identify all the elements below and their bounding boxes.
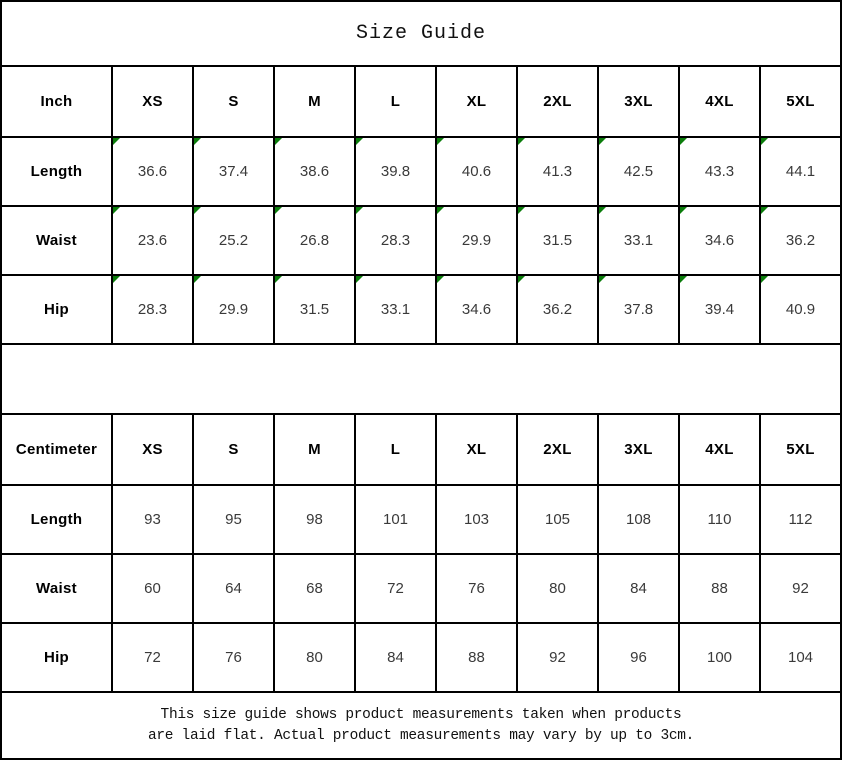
flag-icon — [113, 138, 120, 145]
size-header: M — [274, 414, 355, 485]
table-row — [1, 554, 841, 623]
page-title: Size Guide — [355, 22, 487, 45]
size-cell: 80 — [517, 554, 598, 623]
flag-icon — [437, 207, 444, 214]
size-cell: 84 — [598, 554, 679, 623]
size-cell: 84 — [355, 623, 436, 692]
size-cell: 23.6 — [112, 206, 193, 275]
size-cell: 105 — [517, 485, 598, 554]
size-cell: 31.5 — [517, 206, 598, 275]
flag-icon — [194, 207, 201, 214]
size-cell: 36.6 — [112, 137, 193, 206]
unit-header: Inch — [1, 66, 112, 137]
size-cell: 103 — [436, 485, 517, 554]
flag-icon — [113, 276, 120, 283]
size-cell: 104 — [760, 623, 841, 692]
table-row — [1, 137, 841, 206]
size-header: 3XL — [598, 414, 679, 485]
table-row — [1, 623, 841, 692]
size-cell: 34.6 — [436, 275, 517, 344]
size-cell: 28.3 — [112, 275, 193, 344]
flag-icon — [275, 276, 282, 283]
size-cell: 40.9 — [760, 275, 841, 344]
footer-note-line1: This size guide shows product measurements taken when products — [160, 706, 682, 723]
flag-icon — [194, 138, 201, 145]
table-row — [1, 206, 841, 275]
footer-note — [0, 693, 842, 760]
size-cell: 80 — [274, 623, 355, 692]
size-cell: 25.2 — [193, 206, 274, 275]
size-cell: 93 — [112, 485, 193, 554]
size-header: XS — [112, 66, 193, 137]
size-header: XL — [436, 414, 517, 485]
size-cell: 26.8 — [274, 206, 355, 275]
size-cell: 95 — [193, 485, 274, 554]
size-header: 5XL — [760, 414, 841, 485]
size-header: 4XL — [679, 66, 760, 137]
flag-icon — [680, 138, 687, 145]
size-cell: 36.2 — [760, 206, 841, 275]
row-label: Length — [1, 137, 112, 206]
size-cell: 92 — [760, 554, 841, 623]
size-header: 5XL — [760, 66, 841, 137]
size-cell: 76 — [193, 623, 274, 692]
size-cell: 72 — [355, 554, 436, 623]
size-cell: 108 — [598, 485, 679, 554]
size-cell: 110 — [679, 485, 760, 554]
flag-icon — [356, 138, 363, 145]
row-label: Hip — [1, 623, 112, 692]
size-cell: 100 — [679, 623, 760, 692]
flag-icon — [275, 207, 282, 214]
flag-icon — [599, 276, 606, 283]
flag-icon — [680, 207, 687, 214]
size-cell: 42.5 — [598, 137, 679, 206]
size-cell: 39.4 — [679, 275, 760, 344]
flag-icon — [518, 138, 525, 145]
cm-header-row — [1, 414, 841, 485]
size-header: L — [355, 414, 436, 485]
size-cell: 41.3 — [517, 137, 598, 206]
size-cell: 37.8 — [598, 275, 679, 344]
size-header: L — [355, 66, 436, 137]
flag-icon — [599, 207, 606, 214]
size-cell: 64 — [193, 554, 274, 623]
row-label: Hip — [1, 275, 112, 344]
size-cell: 28.3 — [355, 206, 436, 275]
size-cell: 92 — [517, 623, 598, 692]
flag-icon — [761, 276, 768, 283]
unit-header: Centimeter — [1, 414, 112, 485]
size-cell: 33.1 — [355, 275, 436, 344]
flag-icon — [437, 138, 444, 145]
size-cell: 33.1 — [598, 206, 679, 275]
footer-note-line2: are laid flat. Actual product measurements may vary by up to 3cm. — [147, 727, 695, 744]
size-cell: 44.1 — [760, 137, 841, 206]
flag-icon — [761, 207, 768, 214]
size-header: XS — [112, 414, 193, 485]
size-cell: 112 — [760, 485, 841, 554]
size-header: 4XL — [679, 414, 760, 485]
size-header: 2XL — [517, 66, 598, 137]
size-cell: 68 — [274, 554, 355, 623]
size-cell: 60 — [112, 554, 193, 623]
flag-icon — [356, 207, 363, 214]
inch-size-table — [0, 65, 842, 345]
size-cell: 36.2 — [517, 275, 598, 344]
size-header: 2XL — [517, 414, 598, 485]
inch-header-row — [1, 66, 841, 137]
size-cell: 40.6 — [436, 137, 517, 206]
flag-icon — [680, 276, 687, 283]
size-header: 3XL — [598, 66, 679, 137]
size-cell: 96 — [598, 623, 679, 692]
flag-icon — [194, 276, 201, 283]
size-cell: 76 — [436, 554, 517, 623]
size-cell: 88 — [436, 623, 517, 692]
flag-icon — [599, 138, 606, 145]
flag-icon — [275, 138, 282, 145]
size-cell: 72 — [112, 623, 193, 692]
centimeter-size-table — [0, 413, 842, 693]
size-cell: 38.6 — [274, 137, 355, 206]
size-header: XL — [436, 66, 517, 137]
flag-icon — [356, 276, 363, 283]
row-label: Waist — [1, 554, 112, 623]
size-header: S — [193, 66, 274, 137]
row-label: Waist — [1, 206, 112, 275]
flag-icon — [437, 276, 444, 283]
table-row — [1, 275, 841, 344]
flag-icon — [518, 207, 525, 214]
row-label: Length — [1, 485, 112, 554]
size-header: S — [193, 414, 274, 485]
flag-icon — [518, 276, 525, 283]
size-cell: 37.4 — [193, 137, 274, 206]
size-cell: 101 — [355, 485, 436, 554]
size-cell: 88 — [679, 554, 760, 623]
size-cell: 34.6 — [679, 206, 760, 275]
size-cell: 43.3 — [679, 137, 760, 206]
size-header: M — [274, 66, 355, 137]
table-spacer — [0, 345, 842, 413]
size-cell: 31.5 — [274, 275, 355, 344]
flag-icon — [113, 207, 120, 214]
size-cell: 29.9 — [193, 275, 274, 344]
flag-icon — [761, 138, 768, 145]
size-cell: 29.9 — [436, 206, 517, 275]
size-cell: 98 — [274, 485, 355, 554]
size-cell: 39.8 — [355, 137, 436, 206]
table-row — [1, 485, 841, 554]
title-bar — [0, 0, 842, 65]
